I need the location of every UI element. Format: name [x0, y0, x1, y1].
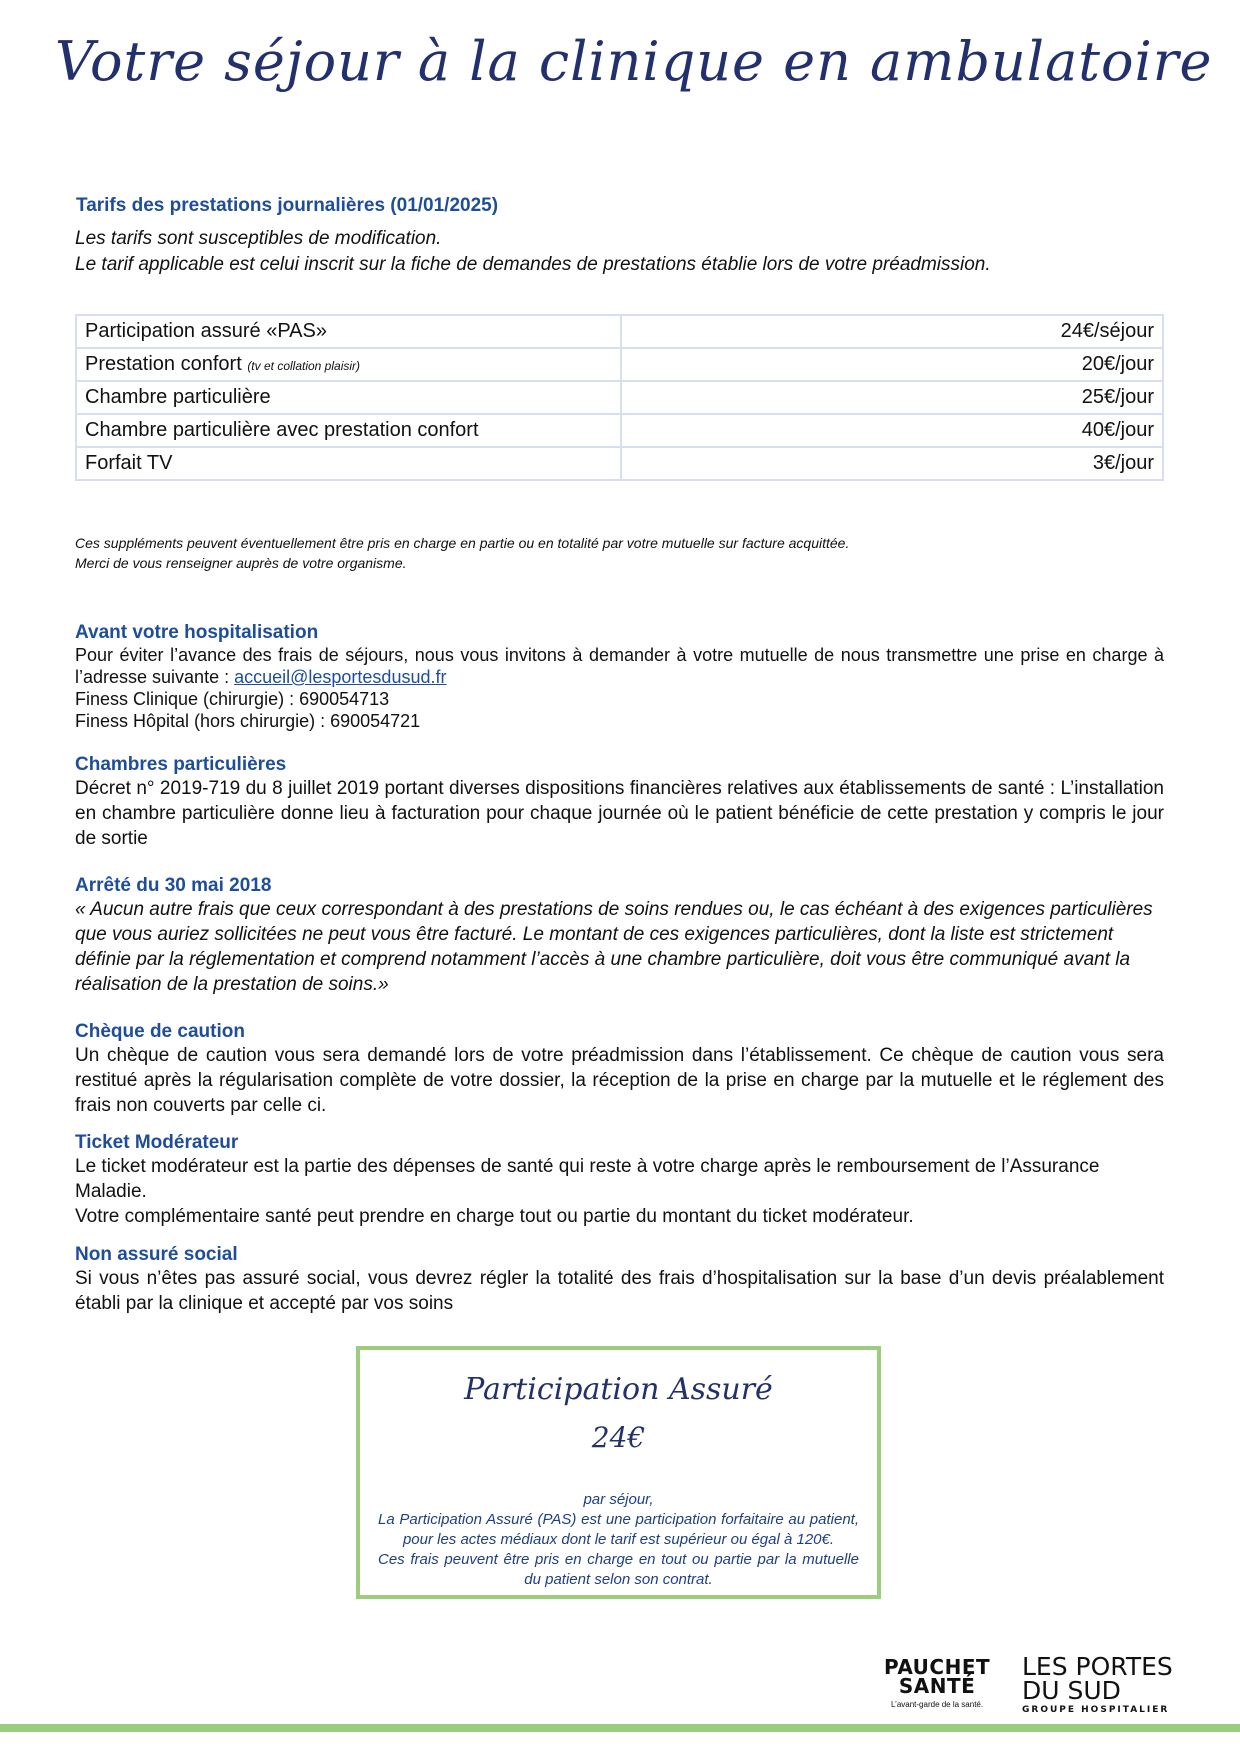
pauchet-sante-logo: PAUCHET SANTÉ L’avant-garde de la santé.: [884, 1655, 991, 1709]
price-label: Forfait TV: [76, 447, 621, 480]
section-heading: Arrêté du 30 mai 2018: [75, 875, 272, 896]
supplements-note-line2: Merci de vous renseigner auprès de votre organisme.: [75, 555, 407, 571]
table-row: [76, 348, 1163, 381]
section-heading: Ticket Modérateur: [75, 1132, 239, 1153]
section-heading: Chèque de caution: [75, 1021, 245, 1042]
finess-clinique: Finess Clinique (chirurgie) : 690054713: [75, 689, 390, 709]
tarifs-heading: Tarifs des prestations journalières (01/01/2025): [76, 195, 499, 216]
page-title: Votre séjour à la clinique en ambulatoire: [55, 30, 1213, 93]
section-body: Si vous n’êtes pas assuré social, vous devrez régler la totalité des frais d’hospitalisation sur la base d’un devis préalablement établi par la clinique et accepté par vos soins: [75, 1268, 1164, 1314]
section-chambres: [75, 754, 1164, 851]
section-heading: Chambres particulières: [75, 754, 287, 775]
price-value: 40€/jour: [621, 414, 1163, 447]
email-link[interactable]: accueil@lesportesdusud.fr: [234, 667, 447, 687]
section-cheque: [75, 1021, 1164, 1118]
pas-amount: 24€: [591, 1421, 646, 1454]
section-heading: Non assuré social: [75, 1244, 238, 1265]
price-value: 3€/jour: [621, 447, 1163, 480]
prices-table: [75, 314, 1164, 481]
price-label: Chambre particulière: [76, 381, 621, 414]
price-value: 24€/séjour: [621, 315, 1163, 348]
price-value: 25€/jour: [621, 381, 1163, 414]
les-portes-du-sud-logo: LES PORTES DU SUD GROUPE HOSPITALIER: [1022, 1652, 1173, 1715]
section-body-2: Votre complémentaire santé peut prendre en charge tout ou partie du montant du ticket modérateur.: [75, 1206, 914, 1227]
section-heading: Avant votre hospitalisation: [75, 622, 319, 643]
price-value: 20€/jour: [621, 348, 1163, 381]
table-row: [76, 414, 1163, 447]
section-ticket: [75, 1132, 1164, 1229]
supplements-note: [75, 533, 849, 573]
section-body: « Aucun autre frais que ceux correspondant à des prestations de soins rendues ou, le cas échéant à des exigences particulières que vous auriez sollicitées ne peut vous être facturé. Le montant de ces exigences particulières, dont la liste est strictement définie par la réglementation et comprend notamment l’accès à une chambre particulière, doit vous être communiqué avant la réalisation de la prestation de soins.»: [75, 899, 1153, 995]
section-arrete: [75, 875, 1164, 997]
section-body: Pour éviter l’avance des frais de séjours, nous vous invitons à demander à votre mutuelle de nous transmettre une prise en charge à l’adresse suivante : accueil@lesportesdusud.fr: [75, 645, 1164, 687]
price-label: Chambre particulière avec prestation confort: [76, 414, 621, 447]
supplements-note-line1: Ces suppléments peuvent éventuellement être pris en charge en partie ou en totalité par votre mutuelle sur facture acquittée.: [75, 535, 850, 551]
participation-assure-box: [356, 1346, 881, 1599]
section-body: Le ticket modérateur est la partie des dépenses de santé qui reste à votre charge après le remboursement de l’Assurance Maladie.: [75, 1156, 1100, 1202]
section-non-assure: [75, 1244, 1164, 1316]
price-label: Participation assuré «PAS»: [76, 315, 621, 348]
tarifs-subtitle: [75, 226, 991, 278]
tarifs-sub-line1: Les tarifs sont susceptibles de modification.: [75, 228, 442, 249]
table-row: [76, 381, 1163, 414]
finess-hopital: Finess Hôpital (hors chirurgie) : 690054721: [75, 711, 421, 731]
bottom-accent-bar: [0, 1724, 1240, 1732]
price-label: Prestation confort (tv et collation plaisir): [76, 348, 621, 381]
section-body: Décret n° 2019-719 du 8 juillet 2019 portant diverses dispositions financières relatives aux établissements de santé : L’installation en chambre particulière donne lieu à facturation pour chaque journée où le patient bénéficie de cette prestation y compris le jour de sortie: [75, 778, 1164, 849]
pas-description: par séjour, La Participation Assuré (PAS) est une participation forfaitaire au patient, pour les actes médiaux dont le tarif est supérieur ou égal à 120€. Ces frais peuvent être pris en charge en tout ou partie par la mutuelle du patient selon son contrat.: [378, 1491, 859, 1588]
pas-title: Participation Assuré: [464, 1372, 773, 1407]
section-avant-hospitalisation: [75, 622, 1164, 732]
table-row: [76, 315, 1163, 348]
section-body: Un chèque de caution vous sera demandé lors de votre préadmission dans l’établissement. Ce chèque de caution vous sera restitué après la régularisation complète de votre dossier, la réception de la prise en charge par la mutuelle et le réglement des frais non couverts par celle ci.: [75, 1045, 1164, 1116]
table-row: [76, 447, 1163, 480]
tarifs-sub-line2: Le tarif applicable est celui inscrit sur la fiche de demandes de prestations établie lors de votre préadmission.: [75, 254, 991, 275]
